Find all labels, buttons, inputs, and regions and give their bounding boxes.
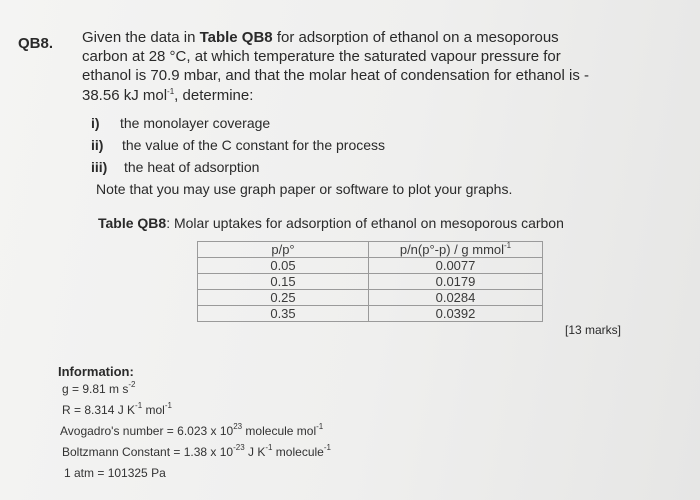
table-cell: 0.0284 [369, 290, 543, 306]
column-header-bet-text: p/n(p°-p) / g mmol [399, 242, 505, 257]
info-avogadro-text: Avogadro's number = 6.023 x 10 [60, 424, 234, 438]
item-text-1: the monolayer coverage [120, 115, 271, 131]
question-line-4 [82, 86, 253, 106]
table-cell: 0.05 [198, 258, 369, 274]
column-header-bet [369, 242, 543, 258]
table-caption-text: : Molar uptakes for adsorption of ethanol on mesoporous carbon [166, 215, 564, 231]
info-boltzmann-unit-2: molecule [272, 445, 324, 459]
superscript: -1 [265, 443, 273, 452]
table-reference: Table QB8 [199, 29, 273, 46]
table-cell: 0.15 [198, 274, 369, 290]
column-header-pressure-ratio: p/p° [198, 242, 369, 258]
item-number-3: iii) [91, 159, 108, 175]
info-avogadro-unit: molecule mol [242, 424, 317, 438]
question-line-1-rest: for adsorption of ethanol on a mesoporous [272, 29, 559, 46]
info-gas-constant-unit: mol [142, 403, 165, 417]
information-title: Information: [58, 364, 134, 379]
superscript: -2 [128, 380, 136, 389]
table-cell: 0.35 [198, 306, 369, 322]
table-row [198, 290, 543, 306]
superscript: -1 [323, 443, 331, 452]
item-text-3: the heat of adsorption [124, 159, 260, 175]
superscript: -1 [167, 87, 175, 96]
question-line-2: carbon at 28 °C, at which temperature the saturated vapour pressure for [82, 48, 561, 65]
info-boltzmann-unit: J K [244, 445, 266, 459]
info-avogadro [60, 424, 323, 438]
data-table [197, 241, 543, 322]
table-cell: 0.0077 [369, 258, 543, 274]
superscript: -1 [164, 401, 172, 410]
info-gravity [62, 382, 136, 396]
note-text: Note that you may use graph paper or software to plot your graphs. [96, 181, 513, 197]
question-line-4-rest: , determine: [174, 87, 254, 104]
table-row [198, 258, 543, 274]
superscript: -1 [135, 401, 143, 410]
item-number-1: i) [91, 115, 100, 131]
table-row [198, 306, 543, 322]
info-boltzmann [62, 445, 331, 459]
info-boltzmann-text: Boltzmann Constant = 1.38 x 10 [62, 445, 234, 459]
marks-label: [13 marks] [565, 323, 622, 337]
info-gravity-text: g = 9.81 m s [62, 382, 129, 396]
superscript: -1 [504, 241, 512, 250]
superscript: 23 [233, 422, 243, 431]
item-number-2: ii) [91, 137, 104, 153]
question-line-3: ethanol is 70.9 mbar, and that the molar heat of condensation for ethanol is - [82, 67, 589, 84]
question-line-1-text: Given the data in [82, 29, 200, 46]
table-header-row [198, 242, 543, 258]
table-caption-label: Table QB8 [98, 215, 167, 231]
item-text-2: the value of the C constant for the process [122, 137, 386, 153]
table-caption [98, 215, 564, 231]
info-atmosphere: 1 atm = 101325 Pa [64, 466, 166, 480]
superscript: -23 [233, 443, 245, 452]
info-gas-constant-text: R = 8.314 J K [62, 403, 136, 417]
question-line-4-text: 38.56 kJ mol [82, 87, 168, 104]
question-line-1 [82, 28, 559, 48]
question-number: QB8. [18, 35, 54, 52]
table-cell: 0.0392 [369, 306, 543, 322]
table-cell: 0.25 [198, 290, 369, 306]
info-gas-constant [62, 403, 172, 417]
table-row [198, 274, 543, 290]
table-cell: 0.0179 [369, 274, 543, 290]
superscript: -1 [316, 422, 324, 431]
